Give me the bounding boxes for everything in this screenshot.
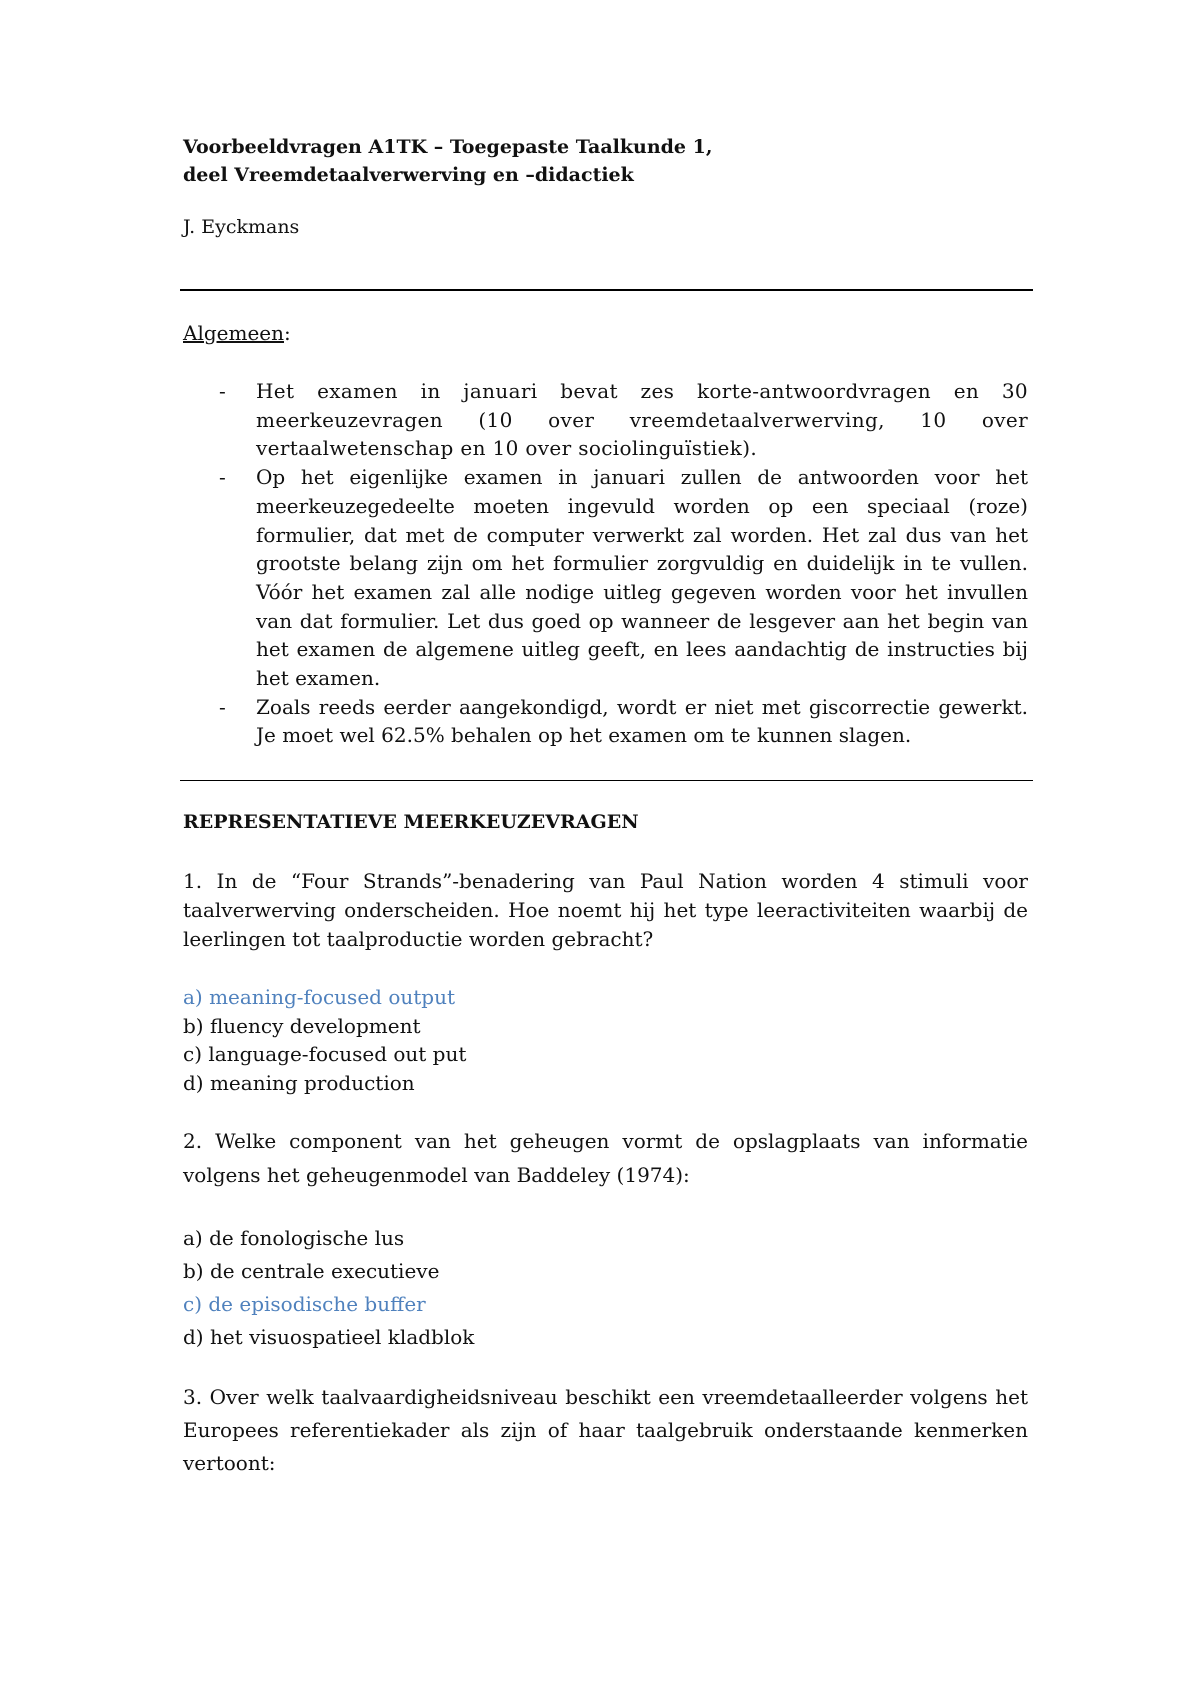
mc-section-heading: REPRESENTATIEVE MEERKEUZEVRAGEN [183, 811, 639, 833]
question-1-options [183, 983, 466, 1098]
document-title-line-2: deel Vreemdetaalverwerving en –didactiek [183, 164, 634, 186]
bullet-dash: - [219, 379, 226, 403]
bullet-item [0, 377, 1200, 463]
top-divider [180, 289, 1033, 291]
bullet-text: Zoals reeds eerder aangekondigd, wordt er niet met giscorrectie gewerkt. Je moet wel 62.5% behalen op het examen om te kunnen slagen. [256, 694, 1028, 748]
bullet-item [0, 693, 1200, 750]
question-1-option-c: c) language-focused out put [183, 1042, 467, 1067]
author-name: J. Eyckmans [183, 216, 300, 238]
bullet-item [0, 463, 1200, 693]
question-2-options [183, 1222, 474, 1354]
question-2-option-d: d) het visuospatieel kladblok [183, 1325, 475, 1349]
general-heading [183, 321, 291, 345]
bullet-text: Het examen in januari bevat zes korte-antwoordvragen en 30 meerkeuzevragen (10 over vreemdetaalverwerving, 10 over vertaalwetenschap en 10 over sociolinguïstiek). [256, 379, 1028, 461]
question-1-option-a-correct: a) meaning-focused output [183, 985, 455, 1009]
question-3-text: 3. Over welk taalvaardigheidsniveau beschikt een vreemdetaalleerder volgens het Europees referentiekader als zijn of haar taalgebruik onderstaande kenmerken vertoont: [183, 1385, 1028, 1475]
question-2-text: 2. Welke component van het geheugen vormt de opslagplaats van informatie volgens het geheugenmodel van Baddeley (1974): [183, 1129, 1028, 1187]
section-divider [180, 780, 1033, 781]
general-bullet-list [0, 377, 1200, 750]
question-1-option-d: d) meaning production [183, 1071, 415, 1096]
bullet-text: Op het eigenlijke examen in januari zullen de antwoorden voor het meerkeuzegedeelte moeten ingevuld worden op een speciaal (roze) formulier, dat met de computer verwerkt zal worden. Het zal dus van het grootste belang zijn om het formulier zorgvuldig en duidelijk in te vullen. Vóór het examen zal alle nodige uitleg gegeven worden voor het invullen van dat formulier. Let dus goed op wanneer de lesgever aan het begin van het examen de algemene uitleg geeft, en lees aandachtig de instructies bij het examen. [256, 465, 1028, 691]
document-title-line-1: Voorbeeldvragen A1TK – Toegepaste Taalkunde 1, [183, 136, 713, 158]
question-2-option-b: b) de centrale executieve [183, 1259, 440, 1283]
question-1-option-b: b) fluency development [183, 1013, 421, 1038]
general-heading-colon: : [284, 321, 291, 345]
bullet-dash: - [219, 694, 226, 719]
question-1-text: 1. In de “Four Strands”-benadering van Paul Nation worden 4 stimuli voor taalverwerving onderscheiden. Hoe noemt hij het type leeractiviteiten waarbij de leerlingen tot taalproductie worden gebracht? [183, 869, 1028, 951]
general-heading-text: Algemeen [183, 321, 284, 345]
question-2-option-a: a) de fonologische lus [183, 1226, 405, 1250]
question-2-option-c-correct: c) de episodische buffer [183, 1292, 426, 1316]
bullet-dash: - [219, 465, 226, 490]
